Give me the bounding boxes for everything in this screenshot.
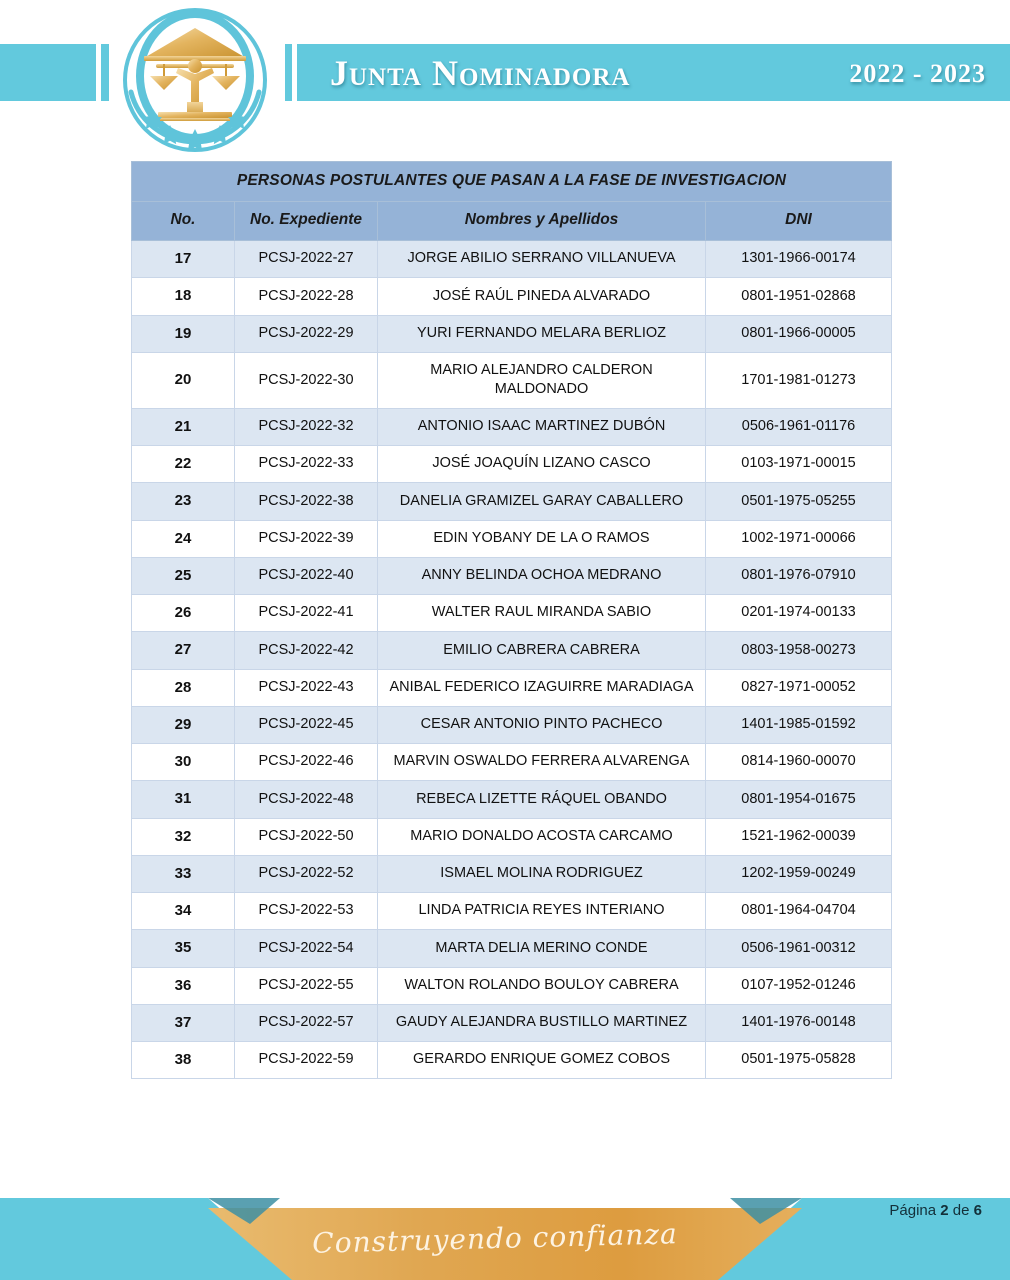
table-cell-no: 23 — [132, 483, 235, 520]
table-cell-no: 27 — [132, 632, 235, 669]
table-cell-expediente: PCSJ-2022-48 — [235, 781, 378, 818]
table-cell-dni: 1202-1959-00249 — [706, 855, 892, 892]
table-row — [132, 930, 892, 967]
table-cell-expediente: PCSJ-2022-57 — [235, 1004, 378, 1041]
table-cell-expediente: PCSJ-2022-54 — [235, 930, 378, 967]
table-cell-dni: 0501-1975-05828 — [706, 1042, 892, 1079]
applicants-table — [131, 161, 892, 1079]
table-cell-nombre: GAUDY ALEJANDRA BUSTILLO MARTINEZ — [378, 1004, 706, 1041]
page-current-number: 2 — [940, 1202, 949, 1219]
table-cell-expediente: PCSJ-2022-59 — [235, 1042, 378, 1079]
table-cell-expediente: PCSJ-2022-32 — [235, 408, 378, 445]
table-cell-no: 33 — [132, 855, 235, 892]
table-column-header-nombre: Nombres y Apellidos — [378, 202, 706, 241]
table-cell-dni: 0103-1971-00015 — [706, 446, 892, 483]
table-cell-dni: 0801-1966-00005 — [706, 315, 892, 352]
table-row — [132, 595, 892, 632]
table-cell-dni: 0801-1951-02868 — [706, 278, 892, 315]
table-cell-expediente: PCSJ-2022-33 — [235, 446, 378, 483]
table-caption: PERSONAS POSTULANTES QUE PASAN A LA FASE DE INVESTIGACION — [132, 162, 892, 202]
table-cell-no: 26 — [132, 595, 235, 632]
page-total-number: 6 — [973, 1202, 982, 1219]
table-row — [132, 744, 892, 781]
table-cell-no: 37 — [132, 1004, 235, 1041]
table-row — [132, 241, 892, 278]
table-cell-nombre: MARVIN OSWALDO FERRERA ALVARENGA — [378, 744, 706, 781]
table-cell-nombre: MARTA DELIA MERINO CONDE — [378, 930, 706, 967]
table-row — [132, 1042, 892, 1079]
table-column-header-expediente: No. Expediente — [235, 202, 378, 241]
table-row — [132, 446, 892, 483]
table-cell-no: 28 — [132, 669, 235, 706]
table-cell-expediente: PCSJ-2022-38 — [235, 483, 378, 520]
table-row — [132, 706, 892, 743]
table-row — [132, 632, 892, 669]
table-cell-expediente: PCSJ-2022-43 — [235, 669, 378, 706]
table-cell-dni: 0801-1954-01675 — [706, 781, 892, 818]
page-middle-label: de — [952, 1202, 970, 1219]
table-cell-no: 34 — [132, 893, 235, 930]
table-cell-nombre: ANNY BELINDA OCHOA MEDRANO — [378, 557, 706, 594]
table-row — [132, 408, 892, 445]
table-cell-nombre: JOSÉ RAÚL PINEDA ALVARADO — [378, 278, 706, 315]
table-row — [132, 1004, 892, 1041]
page-footer — [0, 1170, 1010, 1280]
table-cell-expediente: PCSJ-2022-40 — [235, 557, 378, 594]
table-cell-dni: 1002-1971-00066 — [706, 520, 892, 557]
table-cell-no: 31 — [132, 781, 235, 818]
table-cell-dni: 0506-1961-01176 — [706, 408, 892, 445]
table-cell-no: 22 — [132, 446, 235, 483]
table-cell-no: 17 — [132, 241, 235, 278]
table-cell-expediente: PCSJ-2022-52 — [235, 855, 378, 892]
table-cell-nombre: MARIO ALEJANDRO CALDERON MALDONADO — [378, 352, 706, 408]
table-cell-expediente: PCSJ-2022-30 — [235, 352, 378, 408]
table-column-header-no: No. — [132, 202, 235, 241]
table-row — [132, 278, 892, 315]
applicants-table-container — [131, 161, 891, 1079]
table-cell-dni: 0107-1952-01246 — [706, 967, 892, 1004]
table-cell-expediente: PCSJ-2022-42 — [235, 632, 378, 669]
page-number-indicator — [889, 1202, 982, 1219]
table-head — [132, 162, 892, 241]
table-cell-nombre: MARIO DONALDO ACOSTA CARCAMO — [378, 818, 706, 855]
table-cell-expediente: PCSJ-2022-41 — [235, 595, 378, 632]
header-years: 2022 - 2023 — [849, 59, 986, 88]
table-cell-dni: 0501-1975-05255 — [706, 483, 892, 520]
page-title: Junta Nominadora — [330, 53, 631, 93]
table-row — [132, 315, 892, 352]
footer-slogan: Construyendo confianza — [311, 1217, 679, 1260]
table-cell-dni: 1401-1976-00148 — [706, 1004, 892, 1041]
table-cell-no: 21 — [132, 408, 235, 445]
table-header-row — [132, 202, 892, 241]
table-row — [132, 557, 892, 594]
table-cell-dni: 1301-1966-00174 — [706, 241, 892, 278]
header-bar-left — [0, 44, 96, 101]
table-cell-nombre: EMILIO CABRERA CABRERA — [378, 632, 706, 669]
table-cell-dni: 1701-1981-01273 — [706, 352, 892, 408]
table-cell-dni: 0801-1976-07910 — [706, 557, 892, 594]
table-cell-nombre: CESAR ANTONIO PINTO PACHECO — [378, 706, 706, 743]
table-row — [132, 352, 892, 408]
table-cell-nombre: ANIBAL FEDERICO IZAGUIRRE MARADIAGA — [378, 669, 706, 706]
table-column-header-dni: DNI — [706, 202, 892, 241]
table-row — [132, 483, 892, 520]
table-cell-no: 24 — [132, 520, 235, 557]
table-cell-expediente: PCSJ-2022-28 — [235, 278, 378, 315]
table-cell-dni: 1401-1985-01592 — [706, 706, 892, 743]
table-cell-expediente: PCSJ-2022-55 — [235, 967, 378, 1004]
table-cell-nombre: REBECA LIZETTE RÁQUEL OBANDO — [378, 781, 706, 818]
table-cell-nombre: JORGE ABILIO SERRANO VILLANUEVA — [378, 241, 706, 278]
table-cell-no: 38 — [132, 1042, 235, 1079]
table-cell-expediente: PCSJ-2022-29 — [235, 315, 378, 352]
table-cell-dni: 0814-1960-00070 — [706, 744, 892, 781]
table-cell-nombre: ISMAEL MOLINA RODRIGUEZ — [378, 855, 706, 892]
table-cell-nombre: WALTER RAUL MIRANDA SABIO — [378, 595, 706, 632]
table-cell-nombre: EDIN YOBANY DE LA O RAMOS — [378, 520, 706, 557]
table-caption-row — [132, 162, 892, 202]
table-cell-no: 18 — [132, 278, 235, 315]
table-cell-expediente: PCSJ-2022-50 — [235, 818, 378, 855]
table-cell-expediente: PCSJ-2022-45 — [235, 706, 378, 743]
table-cell-nombre: LINDA PATRICIA REYES INTERIANO — [378, 893, 706, 930]
table-cell-no: 20 — [132, 352, 235, 408]
table-cell-no: 32 — [132, 818, 235, 855]
table-row — [132, 967, 892, 1004]
table-cell-nombre: ANTONIO ISAAC MARTINEZ DUBÓN — [378, 408, 706, 445]
table-cell-no: 36 — [132, 967, 235, 1004]
table-cell-no: 30 — [132, 744, 235, 781]
scales-of-justice-seal-icon — [108, 6, 283, 154]
table-cell-no: 35 — [132, 930, 235, 967]
table-cell-no: 19 — [132, 315, 235, 352]
table-cell-nombre: WALTON ROLANDO BOULOY CABRERA — [378, 967, 706, 1004]
table-cell-dni: 0506-1961-00312 — [706, 930, 892, 967]
table-cell-nombre: JOSÉ JOAQUÍN LIZANO CASCO — [378, 446, 706, 483]
table-cell-nombre: DANELIA GRAMIZEL GARAY CABALLERO — [378, 483, 706, 520]
table-row — [132, 781, 892, 818]
table-cell-expediente: PCSJ-2022-46 — [235, 744, 378, 781]
header-bar-divider-right — [285, 44, 292, 101]
table-cell-expediente: PCSJ-2022-27 — [235, 241, 378, 278]
table-cell-dni: 0801-1964-04704 — [706, 893, 892, 930]
table-cell-nombre: YURI FERNANDO MELARA BERLIOZ — [378, 315, 706, 352]
page-header — [0, 0, 1010, 160]
page-prefix-label: Página — [889, 1202, 937, 1219]
table-row — [132, 893, 892, 930]
table-body — [132, 241, 892, 1079]
table-cell-nombre: GERARDO ENRIQUE GOMEZ COBOS — [378, 1042, 706, 1079]
table-cell-dni: 0827-1971-00052 — [706, 669, 892, 706]
table-cell-expediente: PCSJ-2022-53 — [235, 893, 378, 930]
table-cell-no: 29 — [132, 706, 235, 743]
table-row — [132, 818, 892, 855]
table-cell-dni: 0803-1958-00273 — [706, 632, 892, 669]
table-cell-expediente: PCSJ-2022-39 — [235, 520, 378, 557]
table-row — [132, 520, 892, 557]
table-row — [132, 855, 892, 892]
table-cell-no: 25 — [132, 557, 235, 594]
table-cell-dni: 1521-1962-00039 — [706, 818, 892, 855]
table-row — [132, 669, 892, 706]
table-cell-dni: 0201-1974-00133 — [706, 595, 892, 632]
